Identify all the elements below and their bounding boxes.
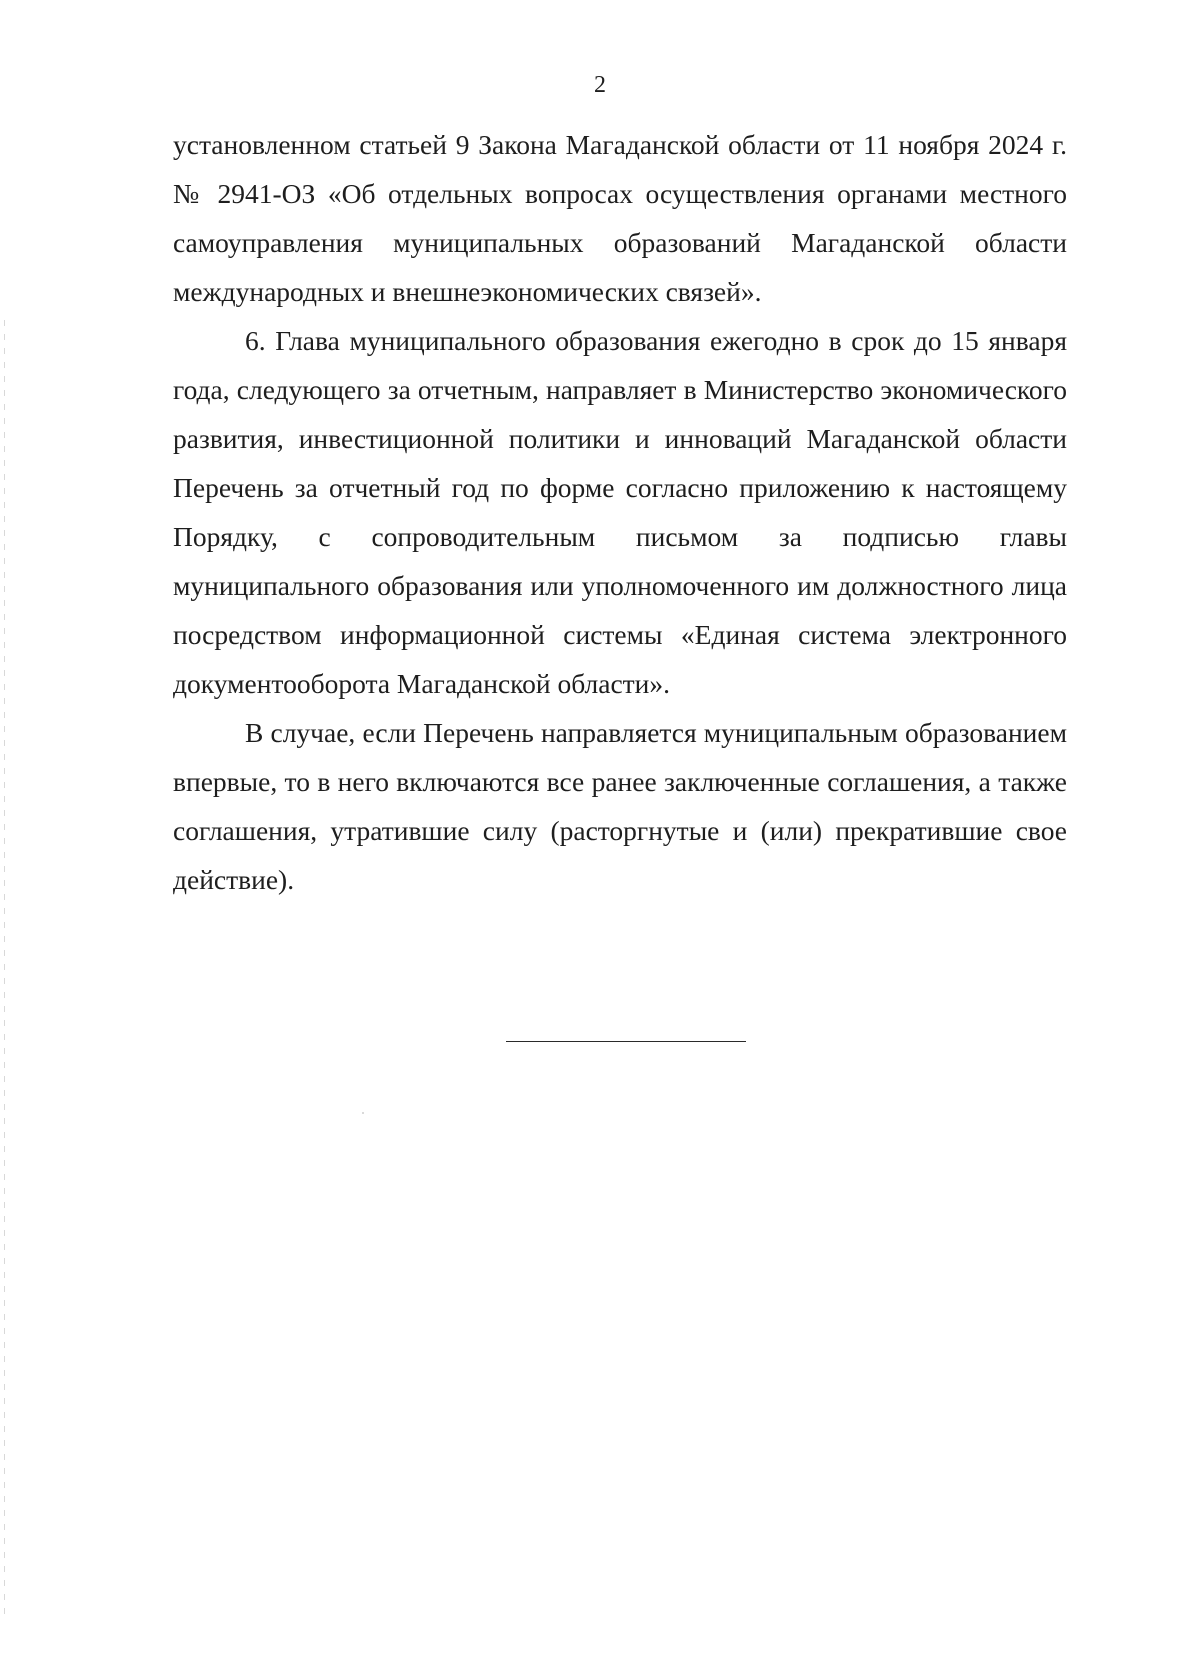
scan-edge-artifact — [4, 320, 5, 1620]
paragraph-first-submission: В случае, если Перечень направляется муниципальным образованием впервые, то в него включаются все ранее заключенные соглашения, а также соглашения, утратившие силу (расторгнутые и (или) прекратившие свое действие). — [173, 717, 1067, 895]
scan-speck — [362, 1112, 364, 1114]
end-of-document-rule — [506, 1041, 746, 1042]
paragraph-continuation: установленном статьей 9 Закона Магаданской области от 11 ноября 2024 г. № 2941-ОЗ «Об отдельных вопросах осуществления органами местного самоуправления муниципальных образований Магаданской области международных и внешнеэкономических связей». — [173, 129, 1067, 307]
page-number: 2 — [594, 72, 606, 98]
document-body — [173, 120, 1067, 904]
paragraph-item-6: 6. Глава муниципального образования ежегодно в срок до 15 января года, следующего за отчетным, направляет в Министерство экономического развития, инвестиционной политики и инноваций Магаданской области Перечень за отчетный год по форме согласно приложению к настоящему Порядку, с сопроводительным письмом за подписью главы муниципального образования или уполномоченного им должностного лица посредством информационной системы «Единая система электронного документооборота Магаданской области». — [173, 325, 1067, 699]
